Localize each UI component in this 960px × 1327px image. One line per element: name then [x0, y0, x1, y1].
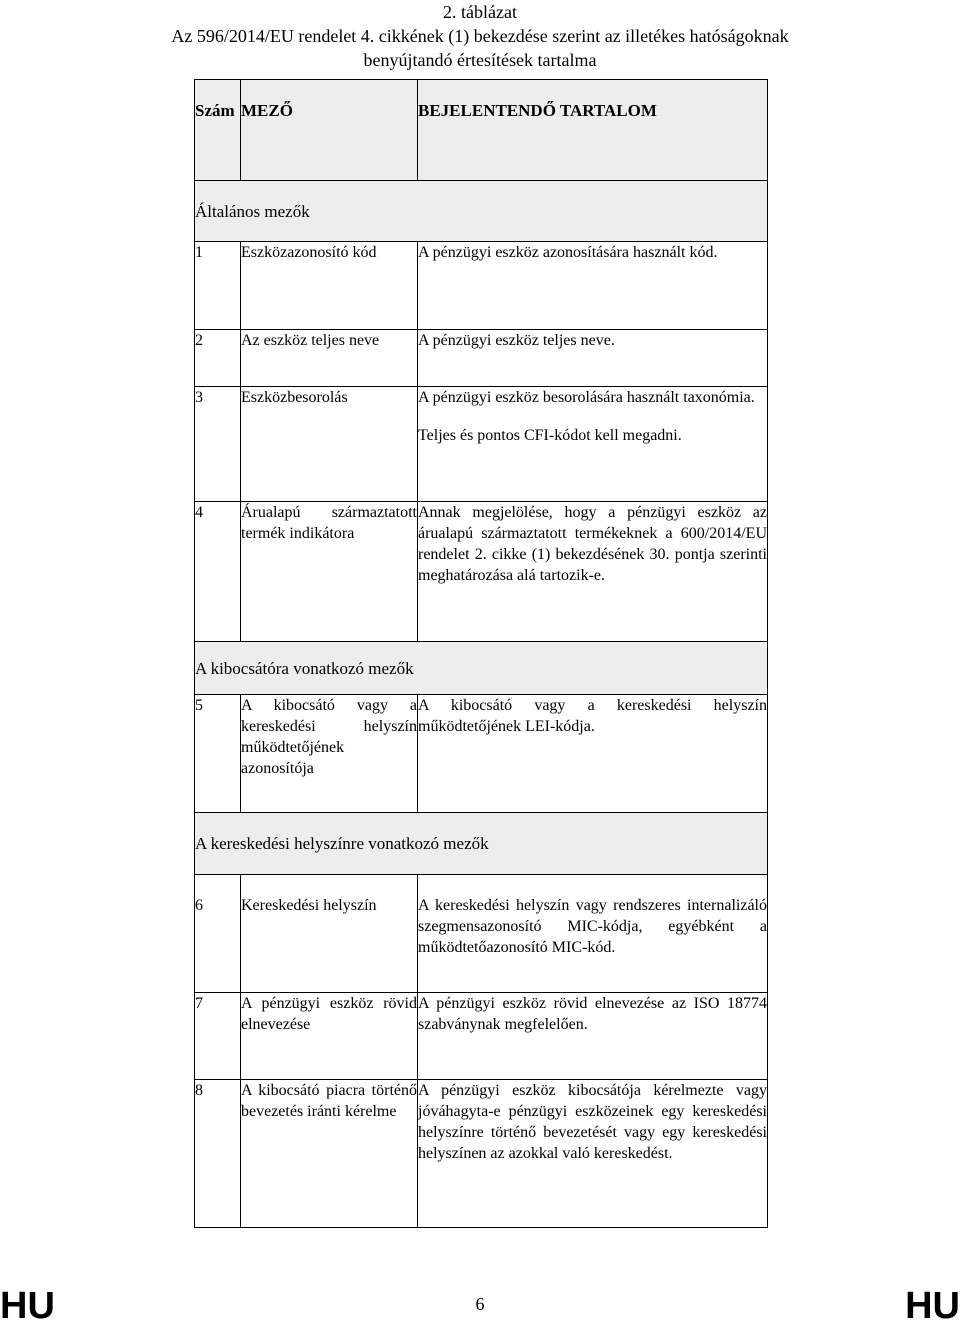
section-row-venue [195, 813, 768, 875]
table-row [195, 387, 768, 502]
row-num: 8 [195, 1080, 241, 1228]
table-row [195, 993, 768, 1080]
table-row [195, 242, 768, 330]
table-caption-line-2: benyújtandó értesítések tartalma [363, 50, 597, 70]
table-row [195, 1080, 768, 1228]
section-row-issuer [195, 642, 768, 695]
page-footer [0, 1286, 960, 1327]
row-field: A pénzügyi eszköz rövid elnevezése [241, 993, 418, 1080]
table-title [0, 0, 960, 72]
footer-language-right: HU [905, 1285, 960, 1327]
row-field: A kibocsátó vagy a kereskedési helyszín működtetőjének azonosítója [241, 695, 418, 813]
header-num-label: Szám [195, 101, 235, 120]
row-content: Annak megjelölése, hogy a pénzügyi eszköz az árualapú származtatott termékeknek a 600/2014/EU rendelet 2. cikke (1) bekezdésének 30. pontja szerinti meghatározása alá tartozik-e. [418, 502, 768, 642]
section-row-general [195, 181, 768, 242]
section-issuer: A kibocsátóra vonatkozó mezők [195, 642, 768, 695]
row-num: 1 [195, 242, 241, 330]
row-content: A pénzügyi eszköz rövid elnevezése az ISO 18774 szabványnak megfelelően. [418, 993, 768, 1080]
header-field-label: MEZŐ [241, 101, 293, 120]
row-content [418, 387, 768, 502]
row-field: Kereskedési helyszín [241, 875, 418, 993]
table-row [195, 875, 768, 993]
section-general: Általános mezők [195, 181, 768, 242]
row-content: A pénzügyi eszköz azonosítására használt kód. [418, 242, 768, 330]
header-field [241, 80, 418, 181]
row-field: Eszközazonosító kód [241, 242, 418, 330]
row-content: A pénzügyi eszköz teljes neve. [418, 330, 768, 387]
row-content: A kibocsátó vagy a kereskedési helyszín működtetőjének LEI-kódja. [418, 695, 768, 813]
row-num: 3 [195, 387, 241, 502]
row-content-para-2: Teljes és pontos CFI-kódot kell megadni. [418, 427, 682, 444]
table-row [195, 695, 768, 813]
header-row [195, 80, 768, 181]
row-num: 7 [195, 993, 241, 1080]
table-number: 2. táblázat [443, 2, 517, 22]
table-row [195, 330, 768, 387]
row-field: Eszközbesorolás [241, 387, 418, 502]
row-num: 6 [195, 875, 241, 993]
table-row [195, 502, 768, 642]
row-num: 5 [195, 695, 241, 813]
row-field: Az eszköz teljes neve [241, 330, 418, 387]
section-venue: A kereskedési helyszínre vonatkozó mezők [195, 813, 768, 875]
row-num: 4 [195, 502, 241, 642]
row-content: A pénzügyi eszköz kibocsátója kérelmezte vagy jóváhagyta-e pénzügyi eszközeinek egy kereskedési helyszínre történő bevezetését vagy egy kereskedési helyszínen az azokkal való kereskedést. [418, 1080, 768, 1228]
header-content-label: BEJELENTENDŐ TARTALOM [418, 101, 657, 120]
notification-table [194, 79, 768, 1228]
header-content [418, 80, 768, 181]
page-number: 6 [475, 1294, 485, 1314]
header-num [195, 80, 241, 181]
row-content-para-1: A pénzügyi eszköz besorolására használt taxonómia. [418, 389, 755, 406]
row-content: A kereskedési helyszín vagy rendszeres internalizáló szegmensazonosító MIC-kódja, egyébként a működtetőazonosító MIC-kód. [418, 875, 768, 993]
footer-language-left: HU [0, 1285, 55, 1327]
row-field: A kibocsátó piacra történő bevezetés iránti kérelme [241, 1080, 418, 1228]
table-caption-line-1: Az 596/2014/EU rendelet 4. cikkének (1) bekezdése szerint az illetékes hatóságoknak [171, 26, 789, 46]
row-num: 2 [195, 330, 241, 387]
row-field: Árualapú származtatott termék indikátora [241, 502, 418, 642]
